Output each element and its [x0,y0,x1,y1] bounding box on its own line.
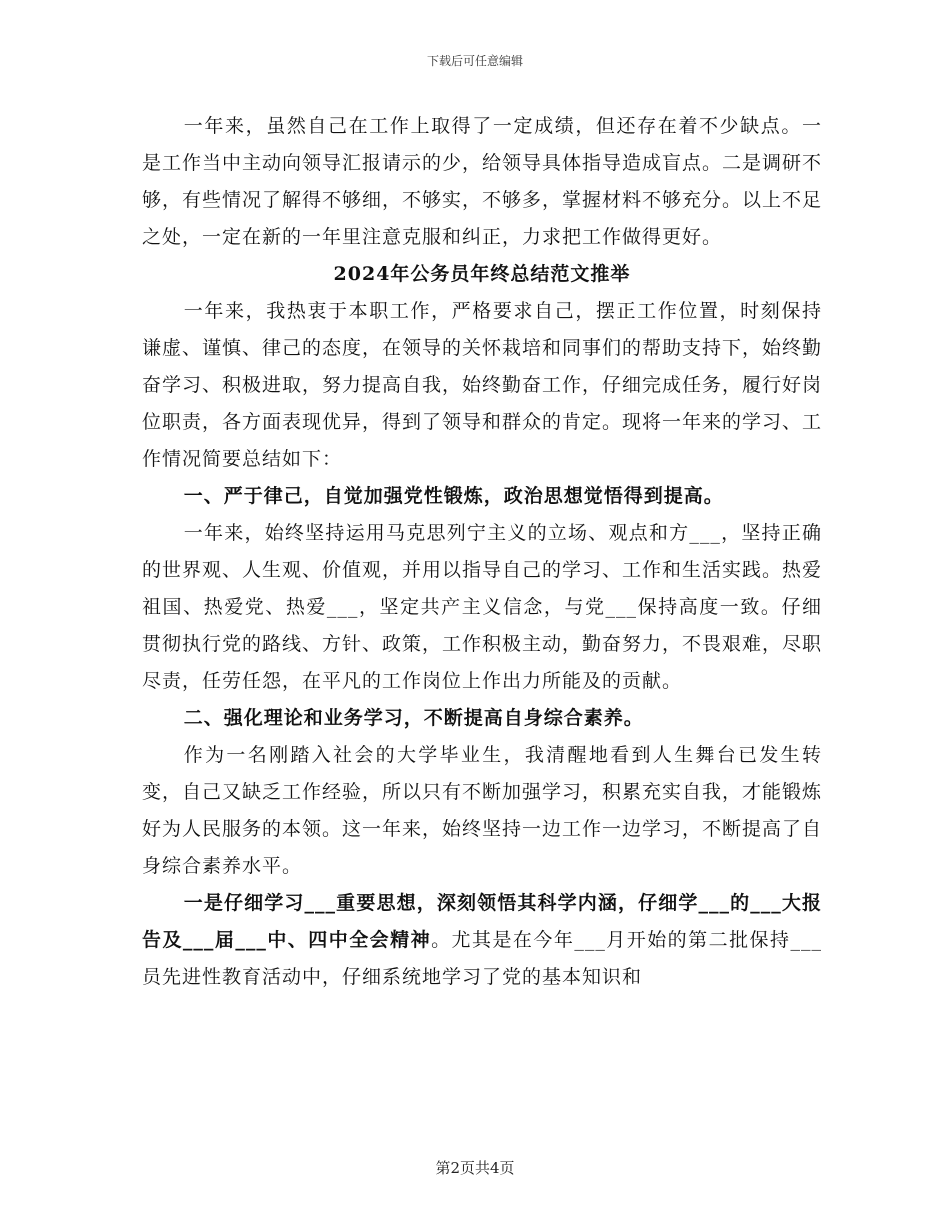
section-heading-1: 一、严于律己，自觉加强党性锻炼，政治思想觉悟得到提高。 [183,485,724,507]
study-details-lead: 一是仔细学习___重要思想，深刻领悟其科学内涵，仔细学___的___大报告及___届___中、四中全会精神 [142,892,822,951]
page-number: 第2页共4页 [435,1159,515,1177]
paragraph-intro: 一年来，我热衷于本职工作，严格要求自己，摆正工作位置，时刻保持谦虚、谨慎、律己的态度，在领导的关怀栽培和同事们的帮助支持下，始终勤奋学习、积极进取，努力提高自我，始终勤奋工作，仔细完成任务，履行好岗位职责，各方面表现优异，得到了领导和群众的肯定。现将一年来的学习、工作情况简要总结如下： [142,300,823,470]
study-details-rest: 。尤其是在今年___月开始的第二批保持___员先进性教育活动中，仔细系统地学习了党的基本知识和 [142,929,822,988]
paragraph-study: 作为一名刚踏入社会的大学毕业生，我清醒地看到人生舞台已发生转变，自己又缺乏工作经验，所以只有不断加强学习，积累充实自我，才能锻炼好为人民服务的本领。这一年来，始终坚持一边工作一边学习，不断提高了自身综合素养水平。 [142,744,823,877]
paragraph-political: 一年来，始终坚持运用马克思列宁主义的立场、观点和方___，坚持正确的世界观、人生观、价值观，并用以指导自己的学习、工作和生活实践。热爱祖国、热爱党、热爱___，坚定共产主义信念，与党___保持高度一致。仔细贯彻执行党的路线、方针、政策，工作积极主动，勤奋努力，不畏艰难，尽职尽责，任劳任怨，在平凡的工作岗位上作出力所能及的贡献。 [142,522,823,692]
paragraph-study-details [142,885,822,996]
section-heading-2: 二、强化理论和业务学习，不断提高自身综合素养。 [183,707,644,729]
document-body [142,108,822,996]
paragraph-shortcomings: 一年来，虽然自己在工作上取得了一定成绩，但还存在着不少缺点。一是工作当中主动向领导汇报请示的少，给领导具体指导造成盲点。二是调研不够，有些情况了解得不够细，不够实，不够多，掌握材料不够充分。以上不足之处，一定在新的一年里注意克服和纠正，力求把工作做得更好。 [142,115,823,248]
header-note: 下载后可任意编辑 [426,54,523,68]
article-title: 2024年公务员年终总结范文推举 [333,263,631,285]
